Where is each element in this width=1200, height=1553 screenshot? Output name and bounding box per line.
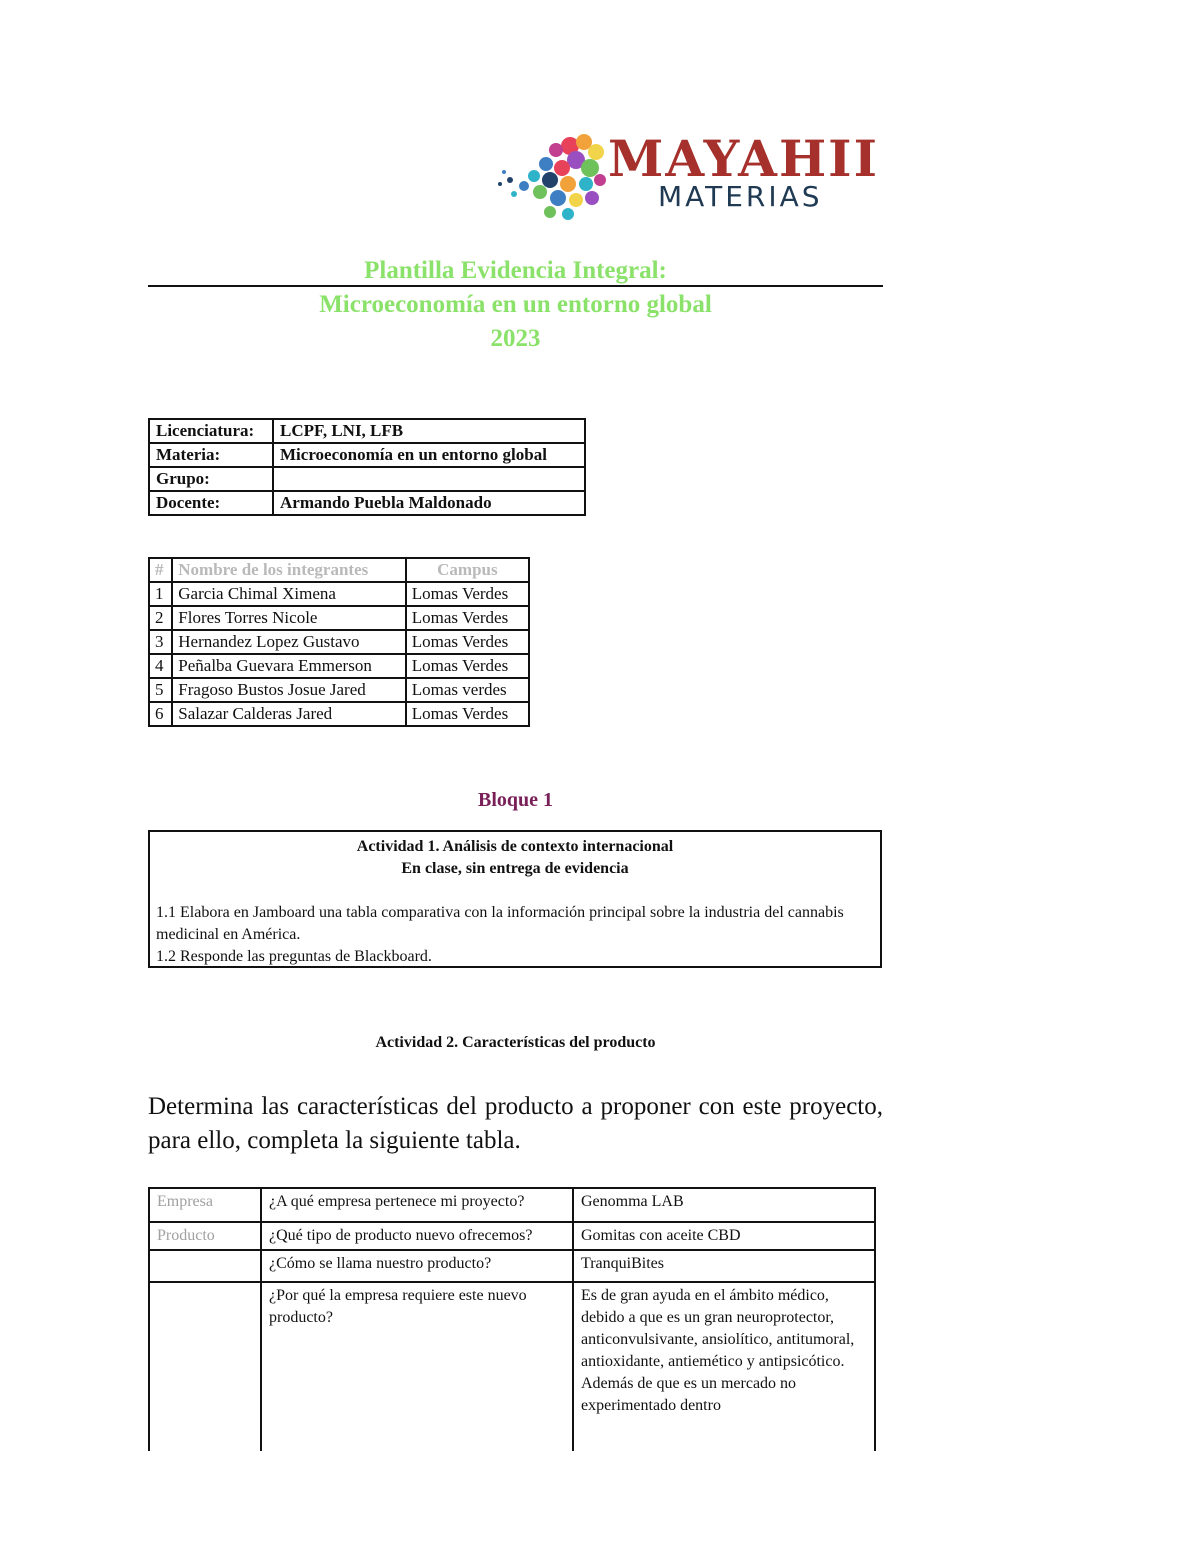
activity-1-title: Actividad 1. Análisis de contexto internacional bbox=[356, 838, 674, 855]
member-name: Flores Torres Nicole bbox=[172, 606, 405, 630]
table-row bbox=[149, 702, 529, 726]
member-campus: Lomas verdes bbox=[406, 678, 529, 702]
table-header-row bbox=[149, 558, 529, 582]
member-campus: Lomas Verdes bbox=[406, 630, 529, 654]
activity-1-item-2: 1.2 Responde las preguntas de Blackboard. bbox=[156, 948, 432, 965]
logo-head-icon bbox=[488, 128, 618, 223]
info-value: LCPF, LNI, LFB bbox=[273, 419, 585, 443]
activity-2-title: Actividad 2. Características del producto bbox=[375, 1034, 656, 1051]
member-name: Hernandez Lopez Gustavo bbox=[172, 630, 405, 654]
row-label bbox=[149, 1250, 261, 1282]
member-number: 3 bbox=[149, 630, 172, 654]
member-number: 4 bbox=[149, 654, 172, 678]
row-answer: Gomitas con aceite CBD bbox=[573, 1222, 875, 1250]
table-row bbox=[149, 654, 529, 678]
row-label: Producto bbox=[149, 1222, 261, 1250]
document-title: Plantilla Evidencia Integral: bbox=[364, 257, 667, 284]
row-question: ¿Qué tipo de producto nuevo ofrecemos? bbox=[261, 1222, 573, 1250]
title-divider bbox=[148, 285, 883, 287]
document-subject: Microeconomía en un entorno global bbox=[319, 291, 712, 318]
activity-1-box bbox=[148, 830, 882, 968]
info-row bbox=[149, 419, 585, 443]
member-name: Peñalba Guevara Emmerson bbox=[172, 654, 405, 678]
info-key: Grupo: bbox=[149, 467, 273, 491]
info-key: Materia: bbox=[149, 443, 273, 467]
logo-title: MAYAHII bbox=[608, 129, 879, 188]
info-value bbox=[273, 467, 585, 491]
member-name: Salazar Calderas Jared bbox=[172, 702, 405, 726]
row-answer: TranquiBites bbox=[573, 1250, 875, 1282]
table-row bbox=[149, 678, 529, 702]
member-campus: Lomas Verdes bbox=[406, 582, 529, 606]
member-name: Garcia Chimal Ximena bbox=[172, 582, 405, 606]
member-number: 6 bbox=[149, 702, 172, 726]
table-row bbox=[149, 1282, 875, 1451]
activity-2-instructions: Determina las características del producto a proponer con este proyecto, para ello, completa la siguiente tabla. bbox=[148, 1093, 883, 1154]
info-row bbox=[149, 491, 585, 515]
info-value: Armando Puebla Maldonado bbox=[273, 491, 585, 515]
table-row bbox=[149, 630, 529, 654]
logo-subtitle: MATERIAS bbox=[658, 180, 823, 213]
mayahii-logo bbox=[488, 128, 888, 223]
row-label bbox=[149, 1282, 261, 1451]
info-row bbox=[149, 467, 585, 491]
row-question: ¿Por qué la empresa requiere este nuevo producto? bbox=[261, 1282, 573, 1451]
members-table bbox=[148, 557, 530, 727]
table-row bbox=[149, 582, 529, 606]
row-label: Empresa bbox=[149, 1188, 261, 1222]
member-number: 2 bbox=[149, 606, 172, 630]
column-header-number: # bbox=[149, 558, 172, 582]
member-number: 5 bbox=[149, 678, 172, 702]
block-heading: Bloque 1 bbox=[477, 789, 554, 811]
member-campus: Lomas Verdes bbox=[406, 702, 529, 726]
table-row bbox=[149, 1250, 875, 1282]
info-value: Microeconomía en un entorno global bbox=[273, 443, 585, 467]
column-header-name: Nombre de los integrantes bbox=[172, 558, 405, 582]
row-answer: Es de gran ayuda en el ámbito médico, debido a que es un gran neuroprotector, anticonvulsivante, ansiolítico, antitumoral, antioxidante, antiemético y antipsicótico. Además de que es un mercado no experimentado dentro bbox=[573, 1282, 875, 1451]
table-row bbox=[149, 606, 529, 630]
member-number: 1 bbox=[149, 582, 172, 606]
row-question: ¿Cómo se llama nuestro producto? bbox=[261, 1250, 573, 1282]
member-name: Fragoso Bustos Josue Jared bbox=[172, 678, 405, 702]
column-header-campus: Campus bbox=[406, 558, 529, 582]
info-key: Docente: bbox=[149, 491, 273, 515]
info-row bbox=[149, 443, 585, 467]
table-row bbox=[149, 1222, 875, 1250]
member-campus: Lomas Verdes bbox=[406, 654, 529, 678]
row-answer: Genomma LAB bbox=[573, 1188, 875, 1222]
member-campus: Lomas Verdes bbox=[406, 606, 529, 630]
product-table bbox=[148, 1187, 876, 1451]
info-key: Licenciatura: bbox=[149, 419, 273, 443]
activity-1-item-1: 1.1 Elabora en Jamboard una tabla comparativa con la información principal sobre la industria del cannabis medicinal en América. bbox=[156, 904, 844, 943]
course-info-table bbox=[148, 418, 586, 516]
table-row bbox=[149, 1188, 875, 1222]
row-question: ¿A qué empresa pertenece mi proyecto? bbox=[261, 1188, 573, 1222]
activity-1-subtitle: En clase, sin entrega de evidencia bbox=[401, 860, 629, 877]
document-year: 2023 bbox=[490, 325, 541, 352]
